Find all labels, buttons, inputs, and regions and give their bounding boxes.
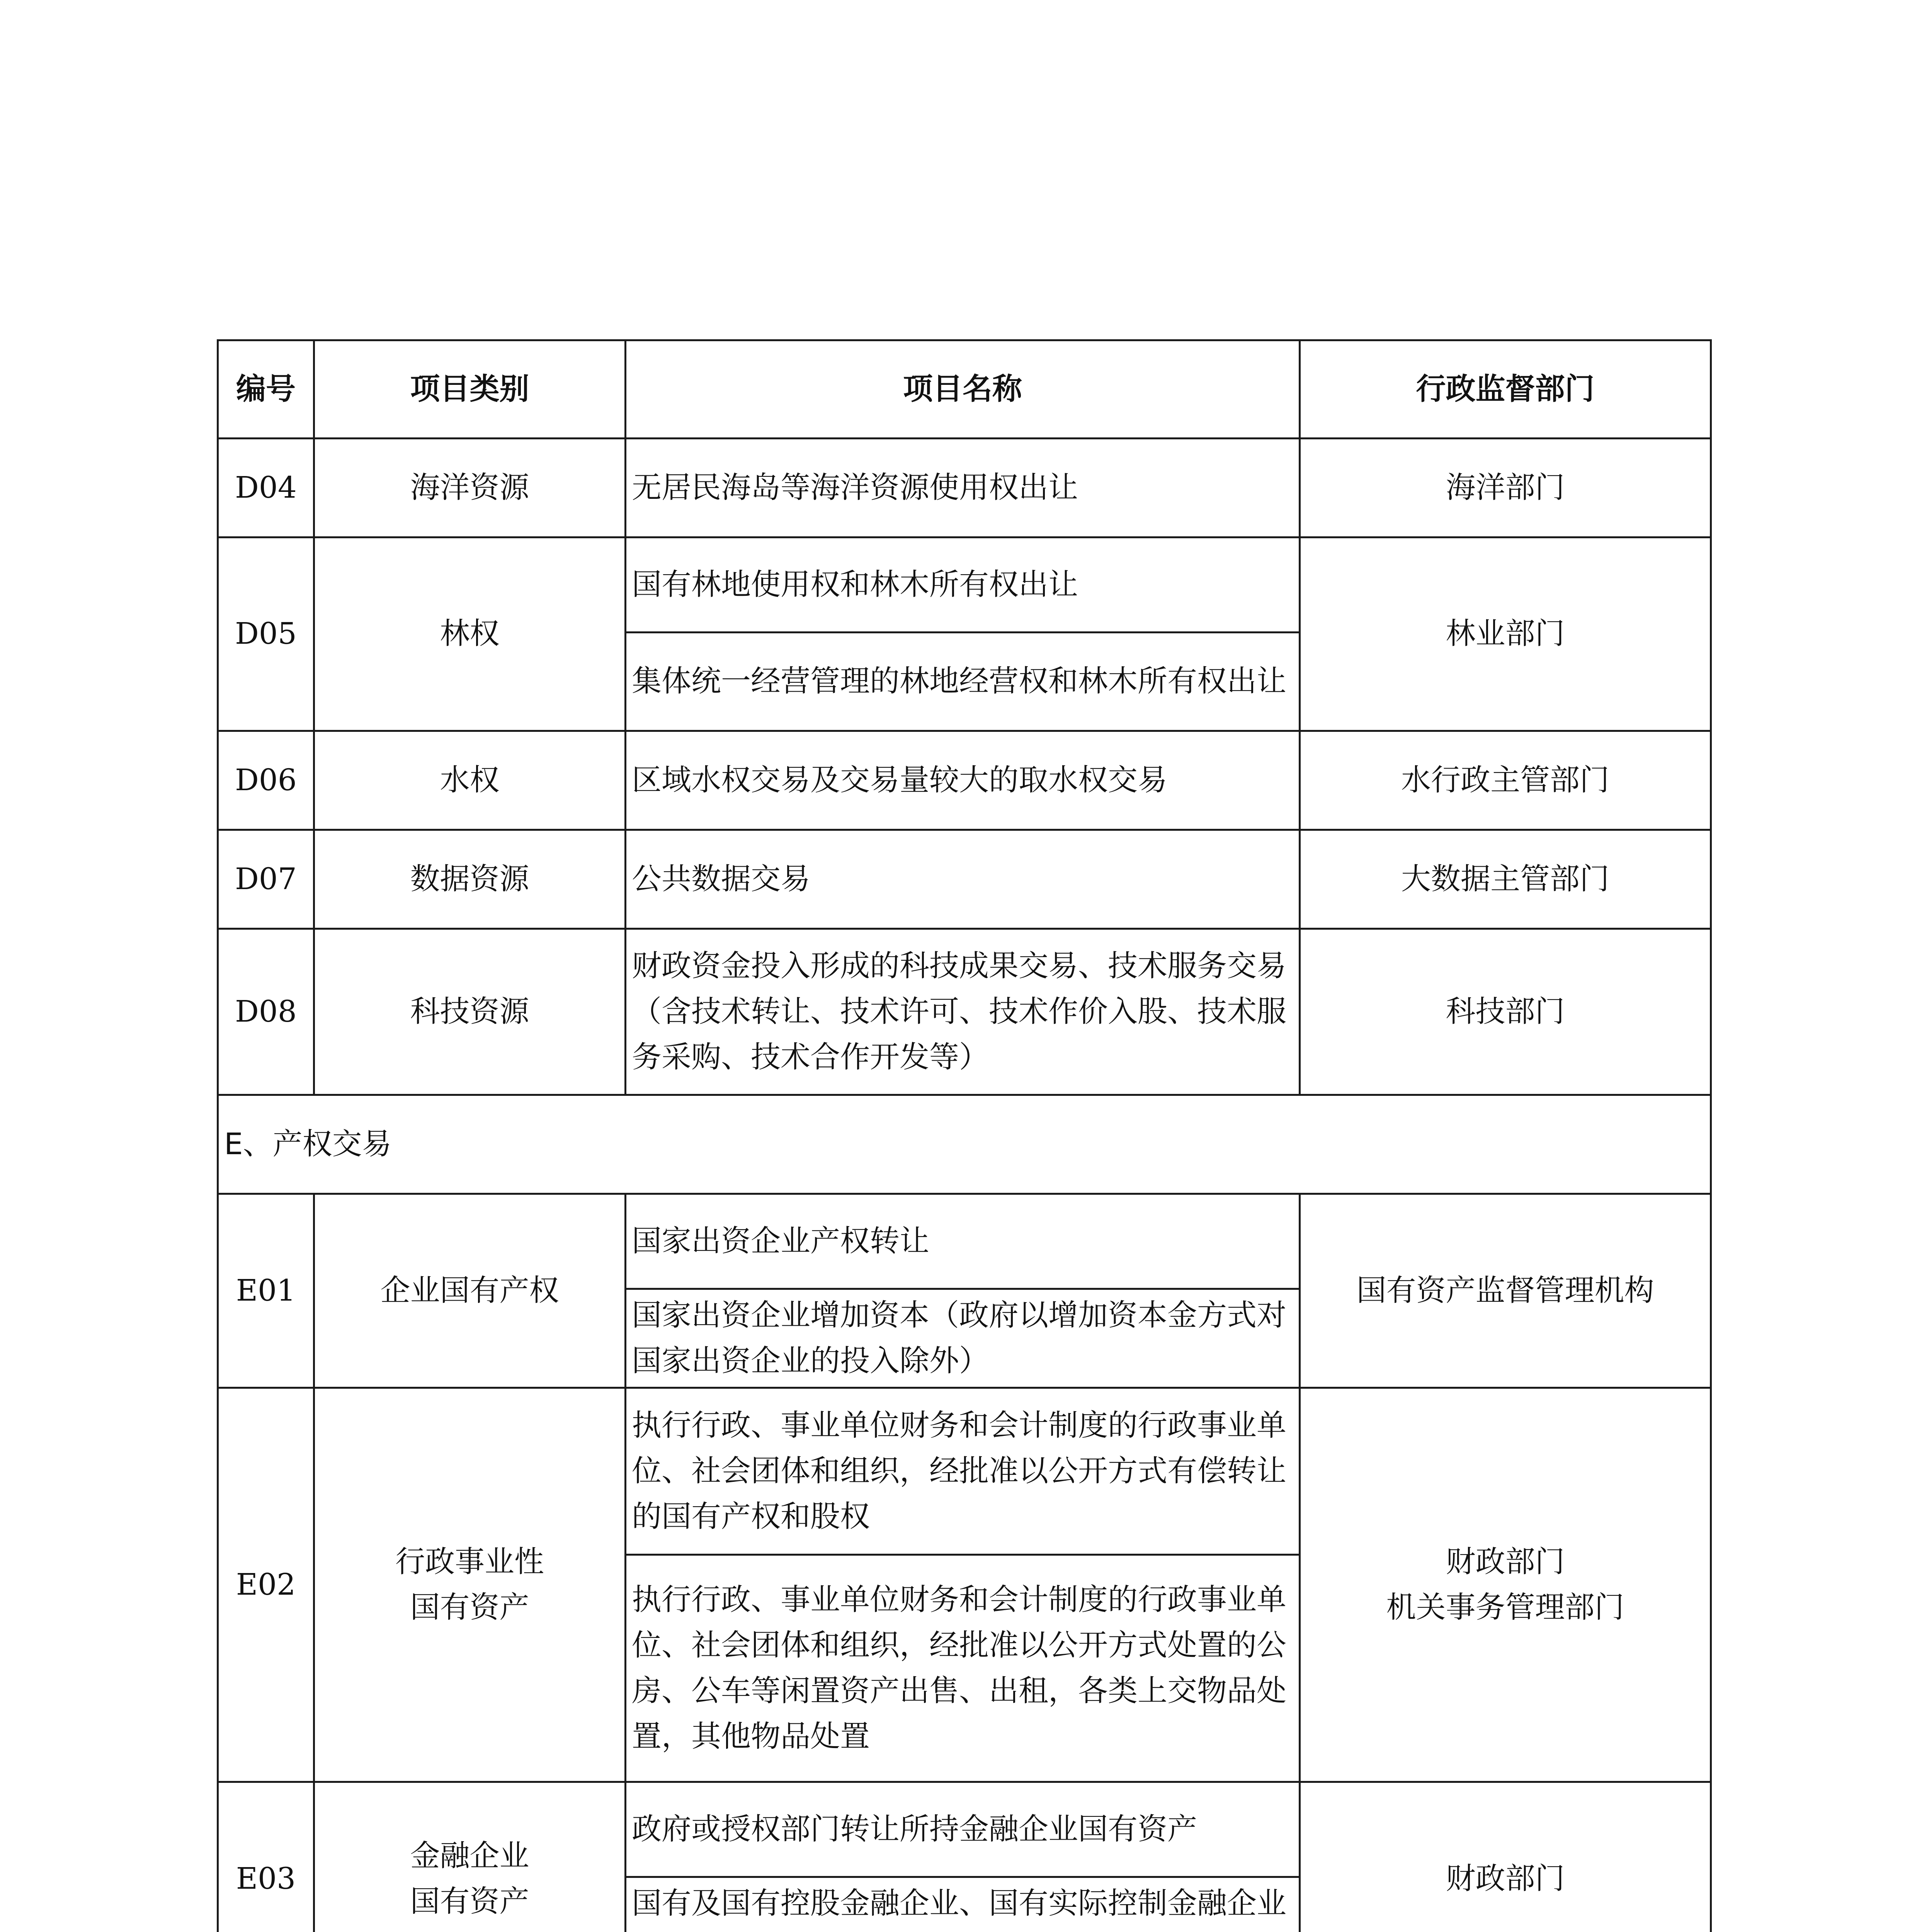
cell-code: E03 xyxy=(218,1782,314,1932)
cell-project-name: 政府或授权部门转让所持金融企业国有资产 xyxy=(626,1782,1300,1877)
cell-category: 水权 xyxy=(314,731,626,830)
cell-project-name: 国有及国有控股金融企业、国有实际控制金融企业 xyxy=(626,1877,1300,1932)
cell-dept: 海洋部门 xyxy=(1300,439,1711,537)
header-category: 项目类别 xyxy=(314,340,626,439)
table-row-d06 xyxy=(218,731,1711,830)
cell-dept: 大数据主管部门 xyxy=(1300,830,1711,929)
table-row-e02 xyxy=(218,1388,1711,1555)
cell-code: D07 xyxy=(218,830,314,929)
cell-project-name: 区域水权交易及交易量较大的取水权交易 xyxy=(626,731,1300,830)
cell-project-name: 国有林地使用权和林木所有权出让 xyxy=(626,537,1300,633)
table-row-e03 xyxy=(218,1782,1711,1877)
cell-code: D04 xyxy=(218,439,314,537)
table-row-d05 xyxy=(218,537,1711,633)
header-project-name: 项目名称 xyxy=(626,340,1300,439)
cell-project-name: 集体统一经营管理的林地经营权和林木所有权出让 xyxy=(626,633,1300,731)
section-row-e xyxy=(218,1095,1711,1194)
cell-project-name: 国家出资企业增加资本（政府以增加资本金方式对国家出资企业的投入除外） xyxy=(626,1289,1300,1388)
section-heading: E、产权交易 xyxy=(218,1095,1711,1194)
cell-project-name: 公共数据交易 xyxy=(626,830,1300,929)
cell-dept: 水行政主管部门 xyxy=(1300,731,1711,830)
cell-category: 林权 xyxy=(314,537,626,731)
cell-code: E02 xyxy=(218,1388,314,1782)
cell-dept: 财政部门 xyxy=(1300,1782,1711,1932)
cell-project-name: 国家出资企业产权转让 xyxy=(626,1194,1300,1289)
cell-code: E01 xyxy=(218,1194,314,1388)
cell-code: D05 xyxy=(218,537,314,731)
cell-category: 行政事业性 国有资产 xyxy=(314,1388,626,1782)
cell-category: 金融企业 国有资产 xyxy=(314,1782,626,1932)
cell-dept: 林业部门 xyxy=(1300,537,1711,731)
cell-project-name: 执行行政、事业单位财务和会计制度的行政事业单位、社会团体和组织，经批准以公开方式处置的公房、公车等闲置资产出售、出租，各类上交物品处置，其他物品处置 xyxy=(626,1555,1300,1782)
project-table xyxy=(217,339,1712,1932)
table-row-d08 xyxy=(218,929,1711,1095)
cell-category: 企业国有产权 xyxy=(314,1194,626,1388)
cell-project-name: 财政资金投入形成的科技成果交易、技术服务交易（含技术转让、技术许可、技术作价入股、技术服务采购、技术合作开发等） xyxy=(626,929,1300,1095)
cell-dept: 国有资产监督管理机构 xyxy=(1300,1194,1711,1388)
cell-code: D08 xyxy=(218,929,314,1095)
table-row-d07 xyxy=(218,830,1711,929)
cell-code: D06 xyxy=(218,731,314,830)
table-header-row xyxy=(218,340,1711,439)
cell-category: 数据资源 xyxy=(314,830,626,929)
cell-project-name: 执行行政、事业单位财务和会计制度的行政事业单位、社会团体和组织，经批准以公开方式有偿转让的国有产权和股权 xyxy=(626,1388,1300,1555)
cell-dept: 财政部门 机关事务管理部门 xyxy=(1300,1388,1711,1782)
cell-category: 科技资源 xyxy=(314,929,626,1095)
table-row-e01 xyxy=(218,1194,1711,1289)
cell-dept: 科技部门 xyxy=(1300,929,1711,1095)
cell-project-name: 无居民海岛等海洋资源使用权出让 xyxy=(626,439,1300,537)
cell-category: 海洋资源 xyxy=(314,439,626,537)
header-supervision-dept: 行政监督部门 xyxy=(1300,340,1711,439)
table-row-d04 xyxy=(218,439,1711,537)
header-code: 编号 xyxy=(218,340,314,439)
